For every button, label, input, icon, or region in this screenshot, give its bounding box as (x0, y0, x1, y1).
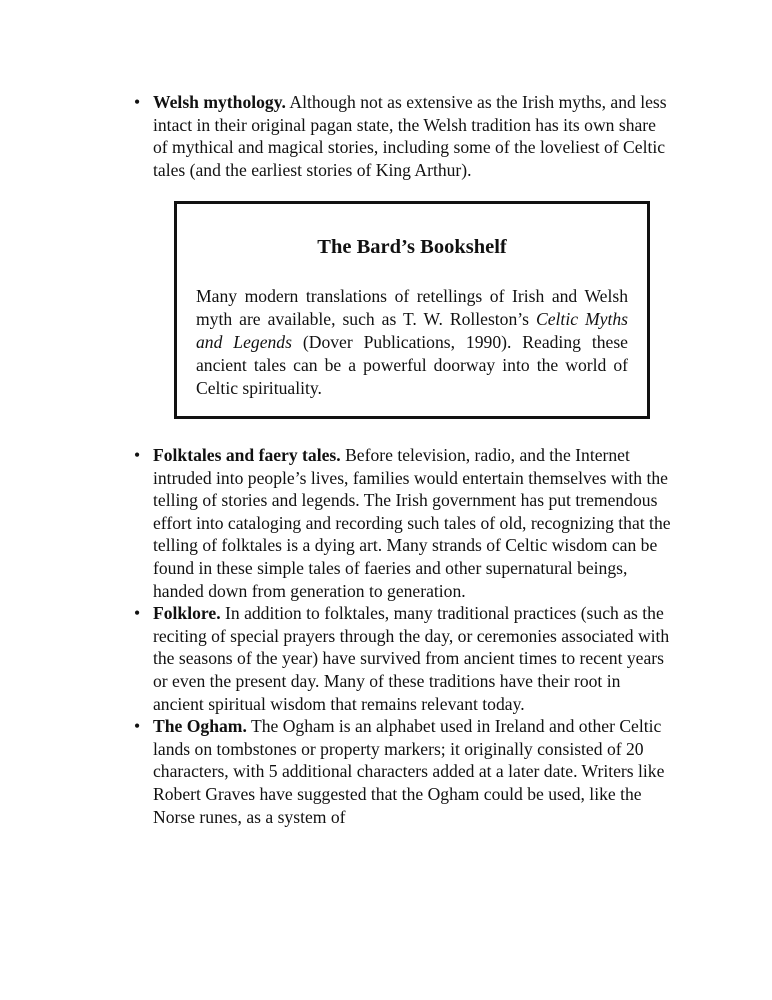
item-text: In addition to folktales, many traditional practices (such as the reciting of special prayers through the day, or ceremonies associated with the seasons of the year) have survived from ancient times to recent years or even the present day. Many of these traditions have their root in ancient spiritual wisdom that remains relevant today. (153, 603, 670, 714)
sidebar-title: The Bard’s Bookshelf (317, 236, 507, 258)
item-term: The Ogham. (153, 716, 247, 737)
item-term: Folktales and faery tales. (153, 445, 341, 465)
list-item-ogham (134, 715, 674, 828)
item-text: Although not as extensive as the Irish myths, and less intact in their original pagan state, the Welsh tradition has its own share of mythical and magical stories, including some of the loveliest of Celtic tales (and the earliest stories of King Arthur). (153, 92, 667, 180)
bullet-list-top (134, 91, 674, 181)
bullet-marker: • (134, 716, 141, 737)
list-item-folklore (134, 602, 674, 715)
item-term: Welsh mythology. (153, 92, 286, 112)
bullet-marker: • (134, 603, 141, 624)
bullet-marker: • (134, 92, 141, 112)
sidebar-text-after: (Dover Publications, 1990). Reading these ancient tales can be a powerful doorway into the world of Celtic spirituality. (196, 332, 628, 398)
list-item-folktales (134, 444, 674, 602)
list-item-welsh-mythology (134, 91, 674, 181)
item-text: The Ogham is an alphabet used in Ireland and other Celtic lands on tombstones or property markers; it originally consisted of 20 characters, with 5 additional characters added at a later date. Writers like Robert Graves have suggested that the Ogham could be used, like the Norse runes, as a system of (153, 716, 665, 827)
item-term: Folklore. (153, 603, 221, 624)
sidebar-book-title: Celtic Myths and Legends (196, 309, 628, 352)
bullet-list-bottom (134, 444, 674, 828)
bards-bookshelf-sidebar (174, 201, 650, 419)
item-text: Before television, radio, and the Internet intruded into people’s lives, families would entertain themselves with the telling of stories and legends. The Irish government has put tremendous effort into cataloging and recording such tales of old, recognizing that the telling of folktales is a dying art. Many strands of Celtic wisdom can be found in these simple tales of faeries and other supernatural beings, handed down from generation to generation. (153, 445, 671, 601)
bullet-marker: • (134, 445, 141, 465)
sidebar-text-before: Many modern translations of retellings of Irish and Welsh myth are available, such as T. W. Rolleston’s (196, 286, 628, 329)
sidebar-text (196, 285, 628, 400)
